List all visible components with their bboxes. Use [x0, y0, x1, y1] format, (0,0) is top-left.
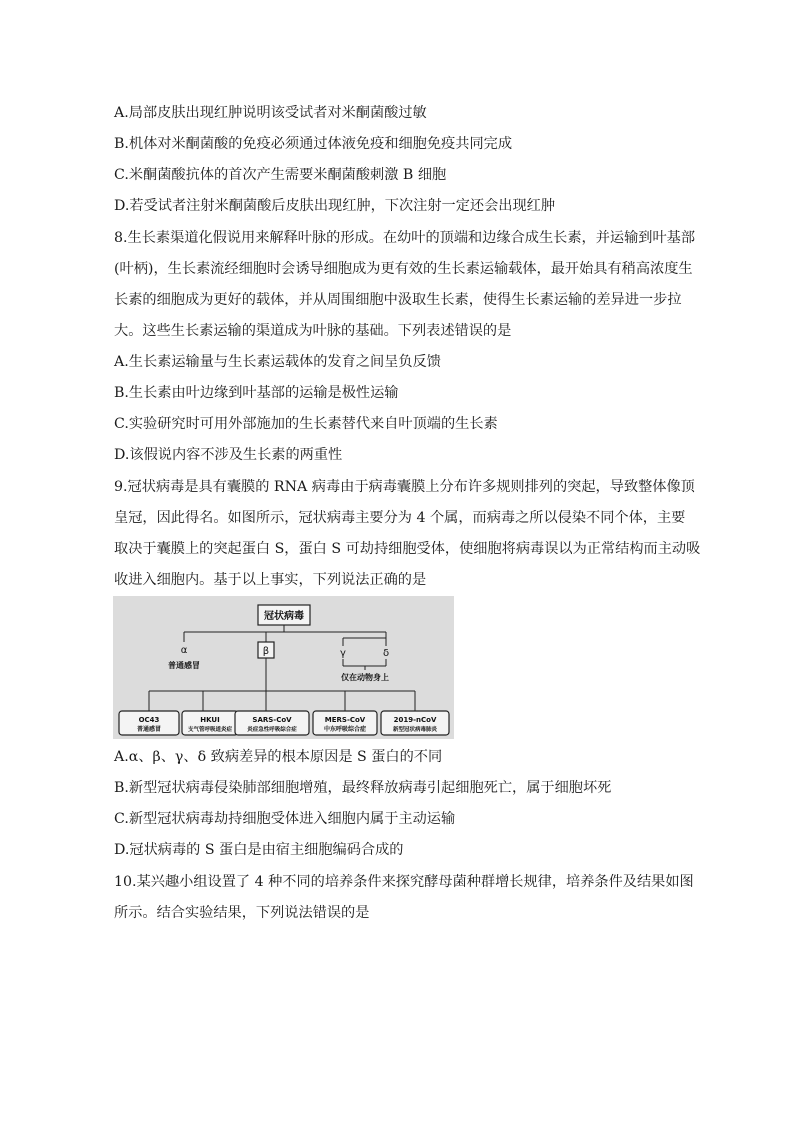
q9-stem-line-4: 收进入细胞内。基于以上事实，下列说法正确的是 [114, 572, 427, 588]
q9-option-b: B.新型冠状病毒侵染肺部细胞增殖，最终释放病毒引起细胞死亡，属于细胞坏死 [114, 780, 612, 796]
svg-text:普通感冒: 普通感冒 [136, 726, 162, 733]
svg-text:OC43: OC43 [138, 716, 160, 724]
svg-text:2019-nCoV: 2019-nCoV [393, 716, 437, 724]
virus-box-hkui [182, 711, 238, 735]
q8-stem-line-2: (叶柄)，生长素流经细胞时会诱导细胞成为更有效的生长素运输载体，最开始具有稍高浓度生 [114, 261, 693, 277]
classification-diagram [113, 596, 454, 739]
q7-option-a: A.局部皮肤出现红肿说明该受试者对米酮菌酸过敏 [114, 105, 427, 121]
svg-text:炎症急性呼吸综合症: 炎症急性呼吸综合症 [247, 727, 297, 733]
svg-text:支气管呼吸道炎症: 支气管呼吸道炎症 [187, 727, 233, 733]
q8-option-a: A.生长素运输量与生长素运载体的发育之间呈负反馈 [114, 354, 441, 370]
virus-box-oc43 [119, 711, 179, 735]
q10-stem-line-2: 所示。结合实验结果，下列说法错误的是 [114, 905, 370, 921]
q7-option-b: B.机体对米酮菌酸的免疫必须通过体液免疫和细胞免疫共同完成 [114, 136, 513, 152]
q8-stem-line-4: 大。这些生长素运输的渠道成为叶脉的基础。下列表述错误的是 [114, 323, 512, 339]
svg-text:HKUI: HKUI [200, 716, 220, 724]
root-label: 冠状病毒 [264, 611, 304, 622]
animal-note: 仅在动物身上 [341, 673, 389, 682]
virus-box-2019-ncov [381, 711, 449, 735]
beta-label: β [262, 646, 270, 657]
q9-stem-line-2: 皇冠，因此得名。如图所示，冠状病毒主要分为 4 个属，而病毒之所以侵染不同个体，主要 [114, 510, 686, 526]
q7-option-d: D.若受试者注射米酮菌酸后皮肤出现红肿，下次注射一定还会出现红肿 [114, 198, 556, 214]
svg-text:中东呼吸综合症: 中东呼吸综合症 [323, 726, 367, 733]
gamma-label: γ [340, 648, 346, 659]
virus-box-mers [313, 711, 377, 735]
q8-option-c: C.实验研究时可用外部施加的生长素替代来自叶顶端的生长素 [114, 416, 498, 432]
q7-option-c: C.米酮菌酸抗体的首次产生需要米酮菌酸刺激 B 细胞 [114, 167, 447, 183]
coronavirus-classification-figure [113, 596, 454, 739]
q9-stem-line-3: 取决于囊膜上的突起蛋白 S，蛋白 S 可劫持细胞受体，使细胞将病毒误以为正常结构而主动吸 [114, 541, 701, 557]
svg-text:MERS-CoV: MERS-CoV [324, 716, 366, 724]
q9-option-d: D.冠状病毒的 S 蛋白是由宿主细胞编码合成的 [114, 842, 404, 858]
svg-text:SARS-CoV: SARS-CoV [252, 716, 292, 724]
delta-label: δ [382, 648, 390, 659]
q8-option-b: B.生长素由叶边缘到叶基部的运输是极性运输 [114, 385, 399, 401]
q9-stem-line-1: 9.冠状病毒是具有囊膜的 RNA 病毒由于病毒囊膜上分布许多规则排列的突起，导致整体像顶 [114, 479, 695, 495]
q8-option-d: D.该假说内容不涉及生长素的两重性 [114, 447, 343, 463]
q10-stem-line-1: 10.某兴趣小组设置了 4 种不同的培养条件来探究酵母菌种群增长规律，培养条件及结果如图 [114, 874, 694, 890]
q9-option-a: A.α、β、γ、δ 致病差异的根本原因是 S 蛋白的不同 [114, 749, 443, 765]
svg-text:新型冠状病毒肺炎: 新型冠状病毒肺炎 [392, 727, 438, 733]
q9-option-c: C.新型冠状病毒劫持细胞受体进入细胞内属于主动运输 [114, 811, 456, 827]
alpha-label: α [180, 645, 188, 656]
q8-stem-line-1: 8.生长素渠道化假说用来解释叶脉的形成。在幼叶的顶端和边缘合成生长素，并运输到叶基部 [114, 230, 696, 246]
virus-box-sars [235, 711, 309, 735]
q8-stem-line-3: 长素的细胞成为更好的载体，并从周围细胞中汲取生长素，使得生长素运输的差异进一步拉 [114, 292, 682, 308]
alpha-note: 普通感冒 [168, 661, 200, 670]
